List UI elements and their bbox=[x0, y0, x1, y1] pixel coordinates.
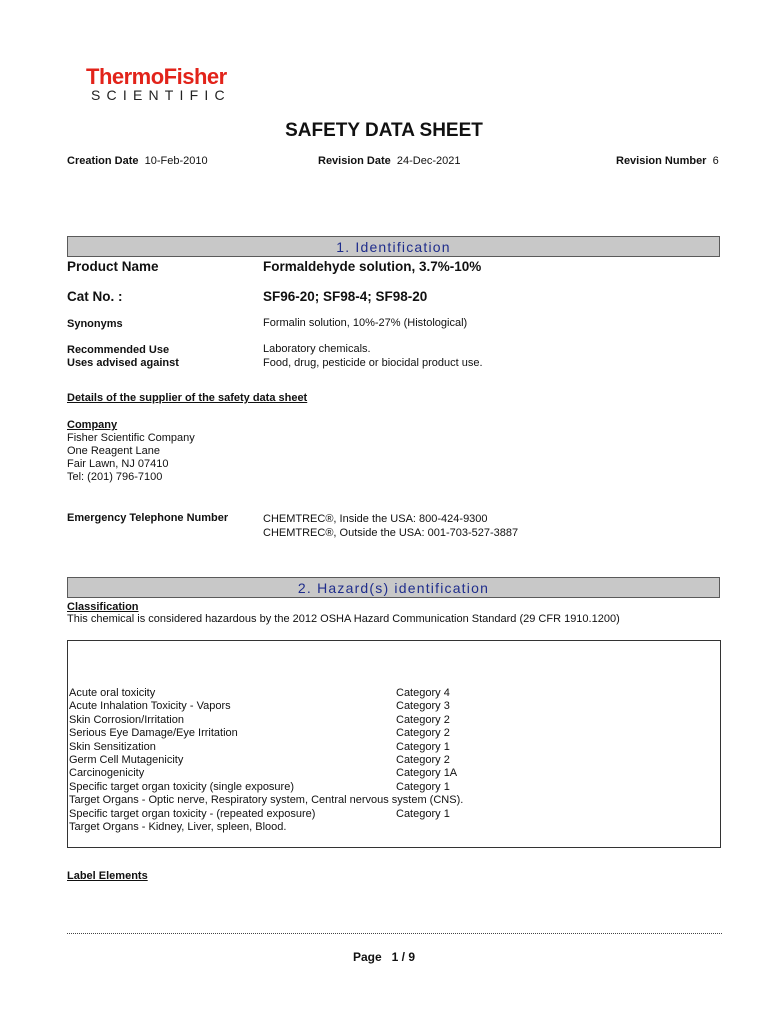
recommended-use-value: Laboratory chemicals. bbox=[263, 343, 371, 355]
uses-advised-against-value: Food, drug, pesticide or biocidal product use. bbox=[263, 357, 483, 369]
supplier-heading: Details of the supplier of the safety data sheet bbox=[67, 392, 308, 404]
table-row bbox=[69, 754, 450, 767]
hazard-name: Acute oral toxicity bbox=[69, 687, 156, 699]
company-line: One Reagent Lane bbox=[67, 445, 160, 457]
table-row bbox=[69, 808, 450, 821]
table-row bbox=[69, 741, 450, 754]
table-row bbox=[69, 687, 450, 700]
hazard-category: Category 2 bbox=[396, 714, 450, 726]
revision-date-value: 24-Dec-2021 bbox=[396, 155, 461, 167]
section-2-header: 2. Hazard(s) identification bbox=[67, 577, 720, 598]
classification-heading: Classification bbox=[67, 601, 139, 613]
hazard-name: Germ Cell Mutagenicity bbox=[69, 754, 184, 766]
revision-date-label: Revision Date bbox=[318, 155, 391, 167]
product-name-label: Product Name bbox=[67, 259, 159, 274]
synonyms-value: Formalin solution, 10%-27% (Histological) bbox=[263, 317, 468, 329]
table-row bbox=[69, 727, 450, 740]
creation-date-value: 10-Feb-2010 bbox=[144, 155, 208, 167]
classification-text: This chemical is considered hazardous by the 2012 OSHA Hazard Communication Standard (29 CFR 1910.1200) bbox=[67, 613, 620, 625]
footer-divider bbox=[67, 933, 722, 934]
company-heading: Company bbox=[67, 419, 118, 431]
recommended-use-label: Recommended Use bbox=[67, 344, 170, 356]
page-indicator bbox=[0, 950, 768, 964]
revision-number-label: Revision Number bbox=[616, 155, 707, 167]
creation-date bbox=[67, 155, 208, 167]
hazard-category: Category 2 bbox=[396, 754, 450, 766]
page-total: 9 bbox=[408, 950, 416, 964]
hazard-category: Category 1A bbox=[396, 767, 458, 779]
company-line: Tel: (201) 796-7100 bbox=[67, 471, 163, 483]
company-line: Fisher Scientific Company bbox=[67, 432, 195, 444]
product-name-value: Formaldehyde solution, 3.7%-10% bbox=[263, 259, 482, 274]
emergency-phone-label: Emergency Telephone Number bbox=[67, 512, 229, 524]
document-title: SAFETY DATA SHEET bbox=[285, 120, 483, 141]
hazard-name: Target Organs - Kidney, Liver, spleen, Blood. bbox=[69, 821, 287, 833]
page-separator: / bbox=[401, 950, 406, 964]
hazard-name: Skin Corrosion/Irritation bbox=[69, 714, 184, 726]
section-1-header: 1. Identification bbox=[67, 236, 720, 257]
creation-date-label: Creation Date bbox=[67, 155, 139, 167]
brand-logo-wordmark: ThermoFisher bbox=[86, 64, 227, 89]
emergency-phone-line: CHEMTREC®, Outside the USA: 001-703-527-3887 bbox=[263, 527, 519, 539]
company-line: Fair Lawn, NJ 07410 bbox=[67, 458, 169, 470]
hazard-category: Category 4 bbox=[396, 687, 450, 699]
hazard-name: Skin Sensitization bbox=[69, 741, 156, 753]
hazard-name: Specific target organ toxicity (single exposure) bbox=[69, 781, 294, 793]
revision-number-value: 6 bbox=[712, 155, 719, 167]
hazard-category: Category 1 bbox=[396, 781, 450, 793]
emergency-phone-line: CHEMTREC®, Inside the USA: 800-424-9300 bbox=[263, 513, 488, 525]
synonyms-label: Synonyms bbox=[67, 318, 123, 330]
hazard-category: Category 1 bbox=[396, 808, 450, 820]
hazard-name: Serious Eye Damage/Eye Irritation bbox=[69, 727, 238, 739]
table-row bbox=[69, 781, 450, 794]
revision-date bbox=[318, 155, 460, 167]
hazard-name: Carcinogenicity bbox=[69, 767, 145, 779]
brand-logo-subtitle: SCIENTIFIC bbox=[91, 87, 231, 103]
hazard-category: Category 3 bbox=[396, 700, 450, 712]
table-row bbox=[69, 700, 450, 713]
revision-number bbox=[616, 155, 719, 167]
table-row bbox=[69, 794, 463, 807]
table-row bbox=[69, 714, 450, 727]
uses-advised-against-label: Uses advised against bbox=[67, 357, 179, 369]
page-current: 1 bbox=[391, 950, 399, 964]
hazard-name: Acute Inhalation Toxicity - Vapors bbox=[69, 700, 231, 712]
table-row bbox=[69, 767, 458, 780]
label-elements-heading: Label Elements bbox=[67, 870, 148, 882]
hazard-category: Category 2 bbox=[396, 727, 450, 739]
cat-no-value: SF96-20; SF98-4; SF98-20 bbox=[263, 289, 428, 304]
hazard-category: Category 1 bbox=[396, 741, 450, 753]
cat-no-label: Cat No. : bbox=[67, 289, 123, 304]
hazard-name: Target Organs - Optic nerve, Respiratory system, Central nervous system (CNS). bbox=[69, 794, 464, 806]
hazard-name: Specific target organ toxicity - (repeated exposure) bbox=[69, 808, 316, 820]
classification-table bbox=[67, 640, 721, 848]
page-label: Page bbox=[352, 950, 382, 964]
table-row bbox=[69, 821, 286, 834]
